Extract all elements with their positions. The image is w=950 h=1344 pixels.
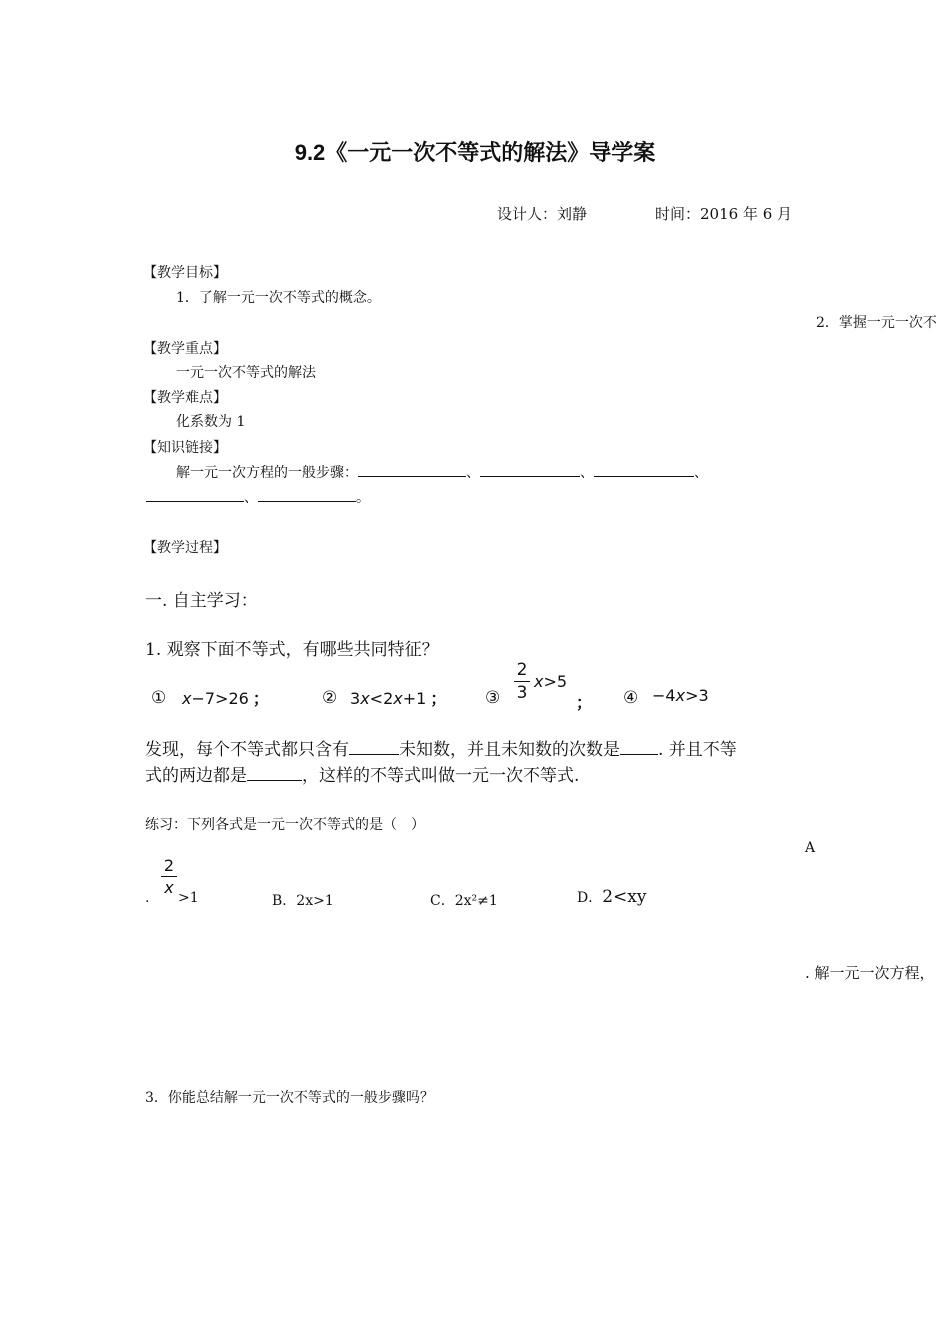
link-text: 解一元一次方程的一般步骤： — [176, 465, 358, 481]
blank-step-3[interactable] — [594, 462, 694, 477]
blank-sides[interactable] — [247, 766, 302, 781]
inequality-1-number: ① — [151, 688, 167, 708]
blank-step-5[interactable] — [258, 487, 356, 502]
inequality-3 — [534, 672, 567, 691]
link-line-1 — [176, 462, 708, 482]
semicolon: ； — [430, 689, 447, 708]
blank-count[interactable] — [349, 740, 399, 755]
option-a-dot: . — [145, 890, 150, 906]
option-d-value: 2<xy — [602, 887, 647, 907]
page-title: 9.2《一元一次不等式的解法》导学案 — [294, 140, 656, 165]
inequality-4 — [652, 686, 709, 705]
discover-text: ，这样的不等式叫做一元一次不等式. — [302, 766, 580, 786]
blank-degree[interactable] — [620, 740, 658, 755]
blank-step-4[interactable] — [146, 487, 244, 502]
fraction-two-thirds — [514, 660, 530, 703]
process-heading: 【教学过程】 — [143, 540, 227, 556]
less-2: <2 — [369, 689, 394, 708]
link-separator: 、 — [580, 465, 594, 481]
discover-text: 发现，每个不等式都只含有 — [145, 740, 349, 760]
discover-text: 未知数，并且未知数的次数是 — [399, 740, 620, 760]
option-a-label: A — [805, 840, 816, 856]
fraction-bar — [161, 876, 177, 877]
inequality-2-number: ② — [322, 688, 338, 708]
variable-x: x — [534, 672, 544, 691]
coef-3: 3 — [350, 689, 361, 708]
option-c: C．2x²≠1 — [430, 893, 498, 909]
fraction-bar — [514, 681, 530, 682]
discover-line-1 — [145, 735, 737, 760]
greater-5: >5 — [543, 672, 568, 691]
practice-prompt: 练习：下列各式是一元一次不等式的是（ ） — [145, 817, 425, 833]
numerator: 2 — [163, 856, 175, 875]
link-separator: 、 — [694, 465, 708, 481]
denominator: 3 — [516, 683, 528, 703]
option-b: B．2x>1 — [272, 893, 334, 909]
blank-step-2[interactable] — [480, 462, 580, 477]
greater-3: >3 — [685, 686, 709, 705]
blank-step-1[interactable] — [358, 462, 466, 477]
goal-item-1: 1．了解一元一次不等式的概念。 — [176, 290, 381, 306]
difficulty-heading: 【教学难点】 — [143, 390, 227, 406]
option-d-label: D． — [577, 890, 603, 906]
variable-x: x — [393, 689, 403, 708]
semicolon: ； — [252, 689, 269, 708]
coef-neg-4: −4 — [652, 686, 676, 705]
difficulty-text: 化系数为 1 — [176, 414, 246, 430]
plus-1: +1 — [402, 689, 427, 708]
option-d — [577, 887, 647, 907]
inequality-3-number: ③ — [485, 688, 501, 708]
inequality-2 — [350, 686, 446, 709]
date: 时间：2016 年 6 月 — [655, 205, 793, 223]
question-1: 1. 观察下面不等式，有哪些共同特征？ — [145, 640, 439, 660]
inequality-4-number: ④ — [623, 688, 639, 708]
goals-heading: 【教学目标】 — [143, 265, 227, 281]
link-line-2 — [146, 487, 370, 507]
discover-line-2 — [145, 761, 579, 786]
discover-text: . 并且不等 — [658, 740, 737, 760]
semicolon: ； — [576, 693, 593, 712]
discover-text: 式的两边都是 — [145, 766, 247, 786]
key-point-text: 一元一次不等式的解法 — [176, 365, 316, 381]
question-3: 3．你能总结解一元一次不等式的一般步骤吗？ — [145, 1090, 434, 1106]
variable-x: x — [675, 686, 686, 705]
option-a-rest: >1 — [178, 890, 199, 906]
link-end: 。 — [356, 490, 370, 506]
variable-x: x — [182, 689, 192, 708]
designer: 设计人：刘静 — [497, 205, 588, 223]
link-heading: 【知识链接】 — [143, 440, 227, 456]
question-2-fragment: . 解一元一次方程， — [805, 964, 935, 982]
variable-x: x — [360, 689, 370, 708]
link-separator: 、 — [244, 490, 258, 506]
goal-item-2: 2．掌握一元一次不 — [816, 315, 937, 331]
link-separator: 、 — [466, 465, 480, 481]
inequality-1-rhs: −7>26 — [191, 689, 249, 708]
fraction-two-over-x — [161, 856, 177, 897]
section-heading: 一. 自主学习： — [145, 591, 258, 611]
key-point-heading: 【教学重点】 — [143, 341, 227, 357]
denominator: x — [164, 878, 174, 897]
inequality-1 — [182, 686, 269, 709]
numerator: 2 — [516, 660, 528, 680]
